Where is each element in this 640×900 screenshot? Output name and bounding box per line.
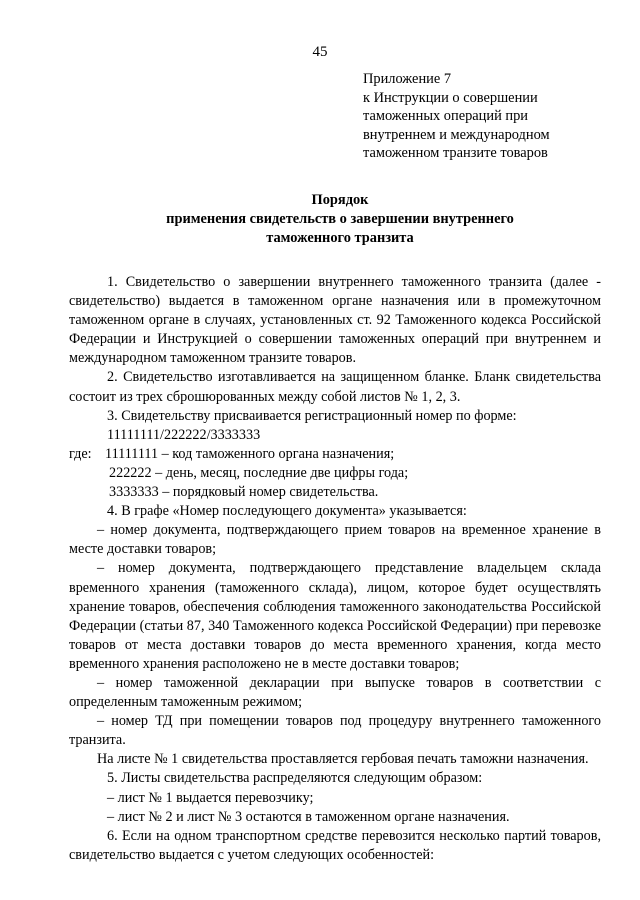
paragraph-3: 3. Свидетельству присваивается регистрационный номер по форме: <box>107 407 517 424</box>
title-line: таможенного транзита <box>266 230 414 246</box>
paragraph-2: 2. Свидетельство изготавливается на защищенном бланке. Бланк свидетельства состоит из трех сброшюрованных между собой листов № 1, 2, 3. <box>69 369 601 405</box>
number-format: 11111111/222222/3333333 <box>107 426 261 443</box>
appendix-line: таможенном транзите товаров <box>363 145 548 161</box>
where-item: 3333333 – порядковый номер свидетельства. <box>109 484 379 501</box>
list-item: – лист № 2 и лист № 3 остаются в таможенном органе назначения. <box>107 808 510 825</box>
appendix-line: Приложение 7 <box>363 71 452 87</box>
title-line: Порядок <box>311 192 369 208</box>
paragraph-5: 5. Листы свидетельства распределяются следующим образом: <box>107 770 483 787</box>
paragraph-4: 4. В графе «Номер последующего документа» указывается: <box>107 503 467 520</box>
appendix-line: таможенных операций при <box>363 108 528 124</box>
list-item: – номер ТД при помещении товаров под процедуру внутреннего таможенного транзита. <box>69 713 601 749</box>
where-item: 222222 – день, месяц, последние две цифры года; <box>109 464 409 481</box>
list-item: – номер документа, подтверждающего представление владельцем склада временного хранения (таможенного склада), лицом, которое будет осуществлять хранение товаров, обеспечения соблюдения таможенного законодательства Российской Федерации (статьи 87, 340 Таможенного кодекса Российской Федерации) при перевозке товаров от места доставки товаров до места временного хранения, когда место временного хранения расположено не в месте доставки товаров; <box>69 560 601 672</box>
where-row <box>69 445 601 464</box>
appendix-line: внутреннем и международном <box>363 126 550 143</box>
appendix-line: к Инструкции о совершении <box>363 89 538 106</box>
list-item: – лист № 1 выдается перевозчику; <box>107 789 314 806</box>
list-item: – номер таможенной декларации при выпуске товаров в соответствии с определенным таможенным режимом; <box>69 674 601 711</box>
paragraph-1: 1. Свидетельство о завершении внутреннего таможенного транзита (далее - свидетельство) выдается в таможенном органе назначения или в промежуточном таможенном органе в случаях, установленных ст. 92 Таможенного кодекса Российской Федерации и Инструкцией о совершении таможенных операций при внутреннем и международном таможенном транзите товаров. <box>69 274 601 367</box>
title-line: применения свидетельств о завершении внутреннего <box>166 211 514 227</box>
appendix-block <box>363 70 593 163</box>
document-title <box>80 191 600 248</box>
where-label: где: <box>69 445 92 462</box>
page-number: 45 <box>312 44 328 60</box>
stamp-note: На листе № 1 свидетельства проставляется гербовая печать таможни назначения. <box>97 751 589 768</box>
where-item: 11111111 – код таможенного органа назначения; <box>105 445 395 462</box>
list-item: – номер документа, подтверждающего прием товаров на временное хранение в месте доставки товаров; <box>69 522 601 558</box>
document-body <box>69 273 601 865</box>
paragraph-6: 6. Если на одном транспортном средстве перевозится несколько партий товаров, свидетельство выдается с учетом следующих особенностей: <box>69 827 601 863</box>
